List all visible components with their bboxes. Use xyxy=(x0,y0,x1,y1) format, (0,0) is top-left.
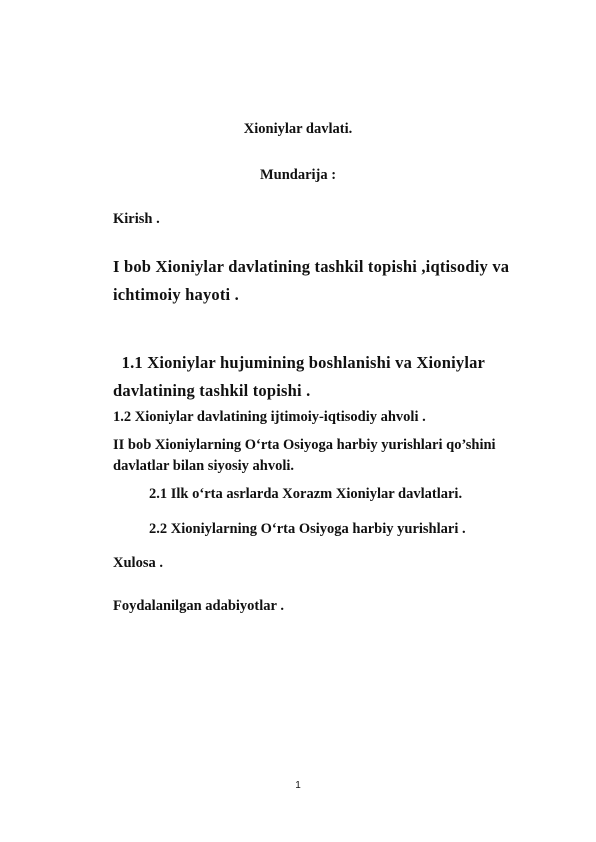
toc-entry-section-1-1-line-1: 1.1 Xioniylar hujumining boshlanishi va Xioniylar xyxy=(113,353,486,372)
toc-entry-section-1-2: 1.2 Xioniylar davlatining ijtimoiy-iqtisodiy ahvoli . xyxy=(113,409,426,425)
toc-heading: Mundarija : xyxy=(259,167,337,183)
document-title: Xioniylar davlati. xyxy=(243,121,353,137)
toc-entry-chapter-2-line-1: II bob Xioniylarning O‘rta Osiyoga harbiy yurishlari qo’shini xyxy=(113,437,496,453)
toc-entry-chapter-1-line-1: I bob Xioniylar davlatining tashkil topishi ,iqtisodiy va xyxy=(113,257,510,276)
toc-entry-conclusion: Xulosa . xyxy=(113,555,163,571)
toc-entry-section-1-1-line-2: davlatining tashkil topishi . xyxy=(113,381,311,400)
toc-entry-section-2-2: 2.2 Xioniylarning O‘rta Osiyoga harbiy yurishlari . xyxy=(149,521,466,537)
toc-entry-introduction: Kirish . xyxy=(113,211,160,227)
page-number: 1 xyxy=(295,780,301,791)
toc-entry-section-2-1: 2.1 Ilk o‘rta asrlarda Xorazm Xioniylar davlatlari. xyxy=(149,486,463,502)
toc-entry-bibliography: Foydalanilgan adabiyotlar . xyxy=(113,598,284,614)
toc-entry-chapter-2-line-2: davlatlar bilan siyosiy ahvoli. xyxy=(113,458,295,474)
toc-entry-chapter-1-line-2: ichtimoiy hayoti . xyxy=(113,285,239,304)
